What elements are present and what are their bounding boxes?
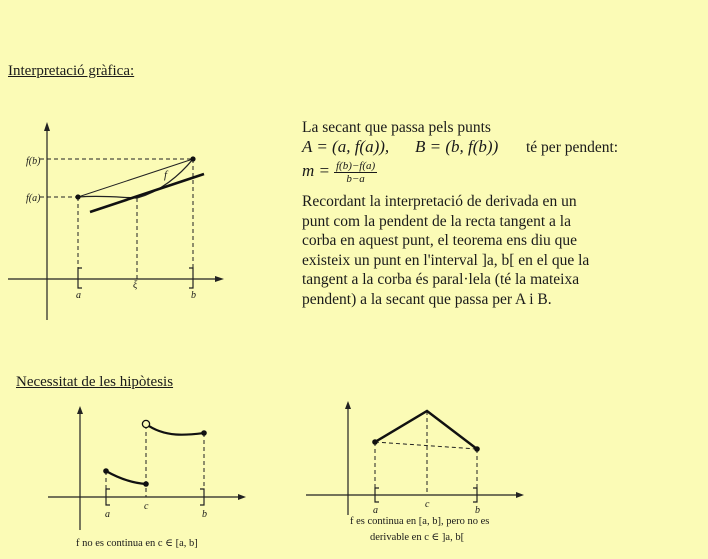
open-point: [142, 420, 149, 427]
graph3-caption-line2: derivable en c ∈ ]a, b[: [370, 532, 465, 543]
discontinuous-graph: [40, 405, 250, 535]
slope-note: té per pendent:: [526, 139, 619, 156]
tick-a-label: a: [76, 290, 81, 301]
y-axis-arrow: [77, 406, 83, 414]
tangent-line: [90, 174, 204, 212]
y-axis-arrow: [44, 122, 50, 131]
m-label: m =: [302, 161, 330, 181]
tick-xi-label: ξ: [133, 280, 138, 291]
fraction-denominator: b−a: [346, 173, 365, 185]
secant-intro: La secant que passa pels punts: [302, 119, 491, 136]
theorem-explanation: [302, 192, 589, 309]
x-axis-arrow: [215, 276, 224, 282]
secant-line: [375, 442, 477, 449]
explanation-line: Recordant la interpretació de derivada en un: [302, 193, 577, 210]
point-a: [372, 439, 378, 445]
point-b: [474, 446, 480, 452]
left-start-point: [103, 468, 109, 474]
slope-fraction: [334, 160, 377, 185]
point-B-formula: B = (b, f(b)): [415, 137, 499, 156]
section-heading-interpretacio: Interpretació gràfica:: [8, 63, 135, 79]
fb-label: f(b): [26, 156, 41, 167]
tick-a-label: a: [373, 505, 378, 516]
point-A-formula: A = (a, f(a)),: [302, 137, 390, 156]
left-branch-curve: [106, 471, 146, 484]
right-branch-curve: [146, 424, 204, 435]
mean-value-graph: [0, 120, 230, 325]
slope-formula: [302, 160, 377, 185]
explanation-line: pendent) a la secant que passa per A i B.: [302, 290, 552, 308]
y-axis-arrow: [345, 401, 351, 409]
tick-b-label: b: [475, 505, 480, 516]
section-heading-hipotesis: Necessitat de les hipòtesis: [16, 374, 174, 390]
point-a: [75, 194, 80, 199]
interval-right-bracket: [189, 268, 193, 288]
tick-b-label: b: [191, 290, 196, 301]
point-b: [190, 156, 195, 161]
tick-a-label: a: [105, 509, 110, 520]
explanation-line: existeix un punt en l'interval ]a, b[ en el que la: [302, 251, 590, 269]
right-end-point: [201, 430, 207, 436]
explanation-line: corba en aquest punt, el teorema ens diu que: [302, 232, 578, 249]
graph2-caption: f no es continua en c ∈ [a, b]: [76, 538, 198, 549]
secant-line: [78, 159, 193, 197]
tick-b-label: b: [202, 509, 207, 520]
explanation-line: tangent a la corba és paral·lela (té la mateixa: [302, 271, 580, 288]
x-axis-arrow: [516, 492, 524, 498]
x-axis-arrow: [238, 494, 246, 500]
interval-left-bracket: [78, 268, 82, 288]
fraction-numerator: f(b)−f(a): [336, 160, 376, 172]
nondifferentiable-graph: [300, 400, 530, 518]
tick-c-label: c: [425, 499, 430, 510]
left-end-point: [143, 481, 149, 487]
explanation-line: punt com la pendent de la recta tangent a la: [302, 212, 571, 230]
fa-label: f(a): [26, 193, 41, 204]
curve-label: f: [164, 169, 168, 181]
tick-c-label: c: [144, 501, 149, 512]
graph3-caption-line1: f es continua en [a, b], pero no es: [350, 516, 490, 527]
